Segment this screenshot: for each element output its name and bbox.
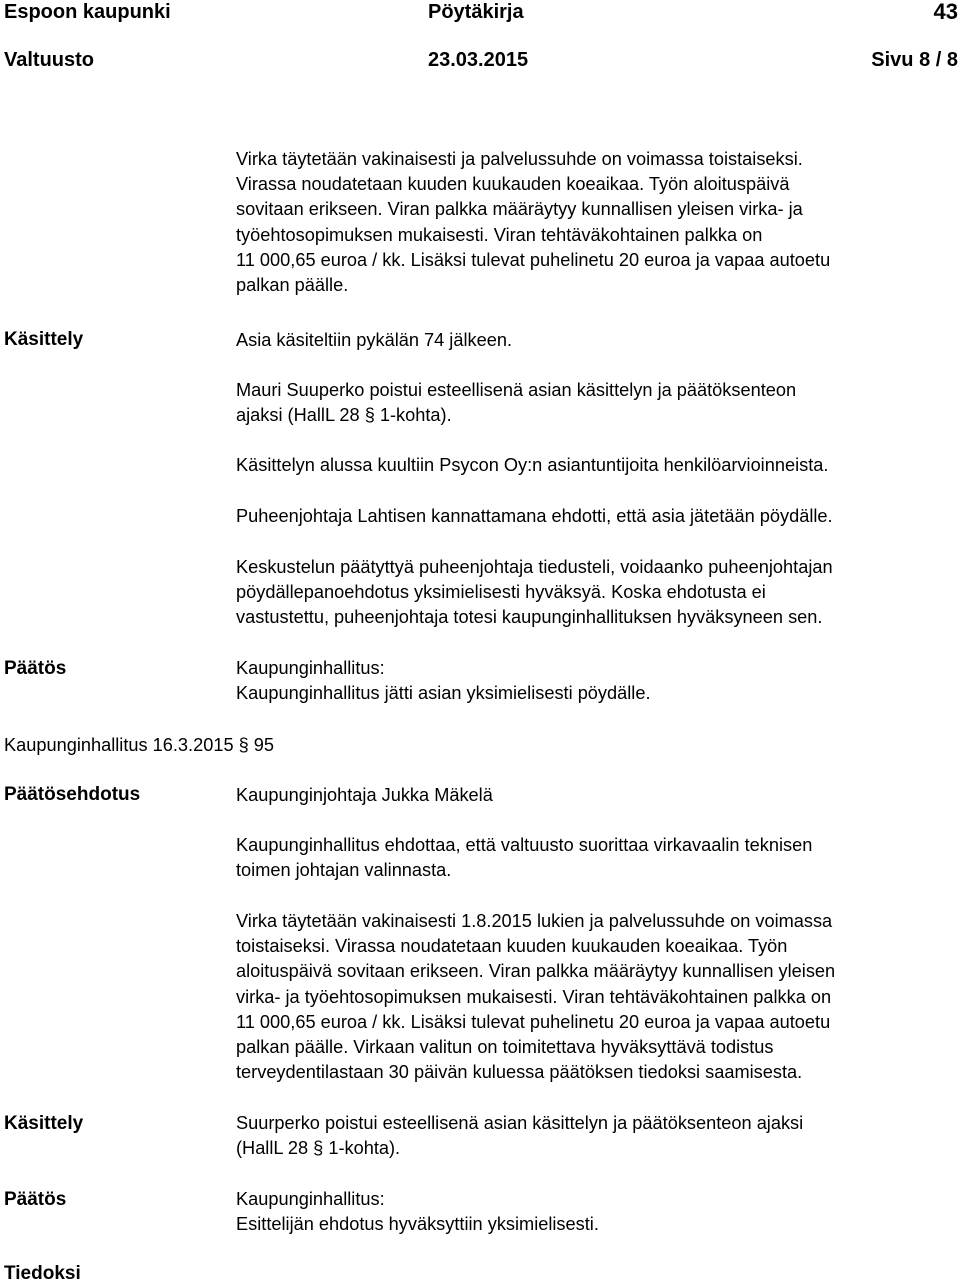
paatosehdotus-label: Päätösehdotus: [4, 784, 141, 805]
kasittely-paragraph-1: Asia käsiteltiin pykälän 74 jälkeen.: [236, 330, 513, 350]
decision-body: Valtuusto: [4, 49, 95, 71]
paatosehdotus-proposal: Kaupunginhallitus ehdottaa, että valtuusto suorittaa virkavaalin teknisen toimen johtajan valinnasta.: [236, 835, 813, 881]
kasittely-label-2: Käsittely: [4, 1113, 84, 1134]
kasittely-paragraph-3: Käsittelyn alussa kuultiin Psycon Oy:n asiantuntijoita henkilöarvioinneista.: [236, 455, 829, 475]
tiedoksi-label: Tiedoksi: [4, 1263, 81, 1284]
kasittely-label: Käsittely: [4, 329, 84, 350]
page-number: Sivu 8 / 8: [871, 49, 958, 71]
meeting-date: 23.03.2015: [428, 49, 529, 71]
document-type: Pöytäkirja: [428, 1, 524, 23]
paatosehdotus-terms: Virka täytetään vakinaisesti 1.8.2015 lukien ja palvelussuhde on voimassa toistaiseksi. Virassa noudatetaan kuuden kuukauden koeaikaa. Työn aloituspäivä sovitaan erikseen. Viran palkka määräytyy kunnallisen yleisen virka- ja työehtosopimuksen mukaisesti. Viran tehtäväkohtainen palkka on 11 000,65 euroa / kk. Lisäksi tulevat puhelinetu 20 euroa ja vapaa autoetu palkan päälle. Virkaan valitun on toimitettava hyväksyttävä todistus terveydentilastaan 30 päivän kuluessa päätöksen tiedoksi saamisesta.: [236, 911, 836, 1083]
kasittely-paragraph-4: Puheenjohtaja Lahtisen kannattamana ehdotti, että asia jätetään pöydälle.: [236, 506, 833, 526]
kasittely-paragraph-6: Suurperko poistui esteellisenä asian käsittelyn ja päätöksenteon ajaksi (HallL 28 § 1-kohta).: [236, 1113, 804, 1159]
section-number: 43: [933, 0, 958, 24]
meeting-reference: Kaupunginhallitus 16.3.2015 § 95: [4, 735, 275, 755]
intro-paragraph: Virka täytetään vakinaisesti ja palvelussuhde on voimassa toistaiseksi. Virassa noudatetaan kuuden kuukauden koeaikaa. Työn aloituspäivä sovitaan erikseen. Viran palkka määräytyy kunnallisen yleisen virka- ja työehtosopimuksen mukaisesti. Viran tehtäväkohtainen palkka on 11 000,65 euroa / kk. Lisäksi tulevat puhelinetu 20 euroa ja vapaa autoetu palkan päälle.: [236, 149, 831, 296]
paatos-paragraph: Kaupunginhallitus: Kaupunginhallitus jätti asian yksimielisesti pöydälle.: [236, 658, 651, 704]
paatos-label: Päätös: [4, 658, 67, 679]
kasittely-paragraph-2: Mauri Suuperko poistui esteellisenä asian käsittelyn ja päätöksenteon ajaksi (HallL 28 § 1-kohta).: [236, 380, 797, 426]
paatos-paragraph-2: Kaupunginhallitus: Esittelijän ehdotus hyväksyttiin yksimielisesti.: [236, 1189, 599, 1235]
organization-name: Espoon kaupunki: [4, 1, 171, 23]
paatos-label-2: Päätös: [4, 1189, 67, 1210]
paatosehdotus-presenter: Kaupunginjohtaja Jukka Mäkelä: [236, 785, 493, 805]
kasittely-paragraph-5: Keskustelun päätyttyä puheenjohtaja tiedusteli, voidaanko puheenjohtajan pöydällepanoehdotus yksimielisesti hyväksyä. Koska ehdotusta ei vastustettu, puheenjohtaja totesi kaupunginhallituksen hyväksyneen sen.: [236, 557, 833, 628]
